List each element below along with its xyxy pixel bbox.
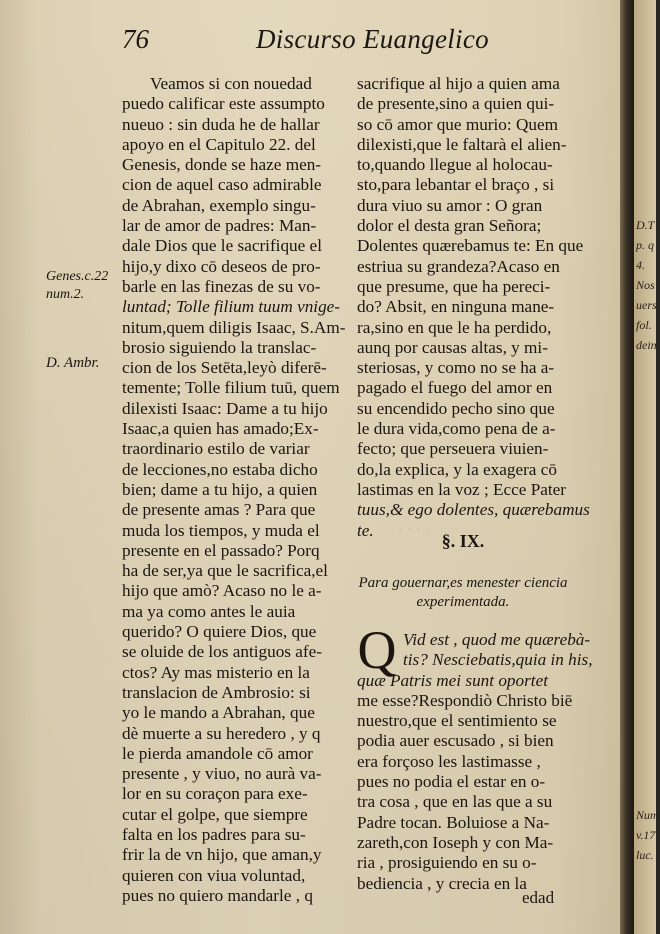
text-line: translacion de Ambrosio: si	[122, 682, 311, 702]
text-line: dale Dios que le sacrifique el	[122, 236, 322, 256]
text-line: luntad; Tolle filium tuum vnige-	[122, 297, 341, 317]
left-text-column	[122, 74, 346, 906]
text-line: podia auer escusado , si bien	[357, 731, 554, 751]
text-line: lastimas en la voz ; Ecce Pater	[357, 479, 567, 499]
text-line: de presente amas ? Para que	[122, 500, 316, 520]
text-line: Dolentes quærebamus te: En que	[357, 236, 584, 256]
text-line: pues no quiero mandarle , q	[122, 885, 313, 905]
text-line: le dura vida,como pena de a-	[357, 419, 556, 439]
text-line: Padre tocan. Boluiose a Na-	[357, 812, 550, 832]
text-line: bien; dame a tu hijo, a quien	[122, 479, 318, 499]
text-line: ra,sino en que le ha perdido,	[357, 317, 552, 337]
catchword: edad	[522, 888, 555, 907]
text-line: barle en las finezas de su vo-	[122, 276, 321, 296]
text-line: de Abrahan, exemplo singu-	[122, 195, 316, 215]
text-line: le pierda amandole cō amor	[122, 743, 313, 763]
text-line: aunq por causas altas, y mi-	[357, 337, 548, 357]
page-number: 76	[122, 24, 149, 54]
text-line: me esse?Respondiò Christo biē	[357, 690, 573, 710]
text-line: ma ya como antes le auia	[122, 601, 296, 621]
text-line: dolor el desta gran Señora;	[357, 216, 542, 236]
text-line: do? Absit, en ninguna mane-	[357, 297, 555, 317]
facing-page-edge	[634, 0, 660, 934]
text-line: Veamos si con nouedad	[150, 74, 312, 93]
facing-page-fragment: fol.	[636, 318, 652, 332]
text-line: tis? Nesciebatis,quia in his,	[403, 650, 593, 670]
text-line: su encendido pecho sino que	[357, 398, 555, 418]
facing-page-fragment: Nos	[636, 278, 655, 292]
page-header	[0, 22, 626, 62]
text-line: muda los tiempos, y muda el	[122, 520, 320, 540]
text-line: frir la de vn hijo, que aman,y	[122, 845, 322, 865]
text-line: tuus,& ego dolentes, quærebamus	[357, 500, 590, 520]
text-line: dilexisti Isaac: Dame a tu hijo	[122, 398, 328, 418]
text-line: ctos? Ay mas misterio en la	[122, 662, 310, 682]
text-line: zareth,con Ioseph y con Ma-	[357, 832, 554, 852]
text-line: nuestro,que el sentimiento se	[357, 711, 557, 731]
text-line: Genesis, donde se haze men-	[122, 155, 322, 175]
text-line: quieren con viua voluntad,	[122, 865, 306, 885]
text-line: so cō amor que murio: Quem	[357, 114, 558, 134]
section-subtitle	[357, 574, 569, 612]
text-line: era forçoso les lastimasse ,	[357, 751, 541, 771]
text-line: cion de aquel caso admirable	[122, 175, 322, 195]
text-line: hijo que amò? Acaso no le a-	[122, 581, 322, 601]
text-line: Isaac,a quien has amado;Ex-	[122, 419, 319, 439]
text-line: que presume, que ha pereci-	[357, 276, 551, 296]
facing-page-fragment: luc.	[636, 848, 654, 862]
text-line: de lecciones,no estaba dicho	[122, 459, 318, 479]
text-line: pues no podia el estar en o-	[357, 772, 546, 792]
text-line: nueuo : sin duda he de hallar	[122, 114, 320, 134]
text-line: ha de ser,ya que le sacrifica,el	[122, 561, 328, 581]
right-text-column	[357, 74, 590, 541]
text-line: lor en su coraçon para exe-	[122, 784, 308, 804]
text-line: ria , prosiguiendo en su o-	[357, 853, 537, 873]
facing-page-fragment: 4.	[636, 258, 645, 272]
text-line: quæ Patris mei sunt oportet	[357, 670, 548, 690]
text-line: hijo,y dixo cō deseos de pro-	[122, 256, 321, 276]
margin-note-genesis	[46, 268, 108, 304]
text-line: presente , y viuo, no aurà va-	[122, 764, 322, 784]
text-line: steriosas, y como no se ha a-	[357, 358, 555, 378]
text-line: traordinario estilo de variar	[122, 439, 310, 459]
margin-note-ambrose: D. Ambr.	[46, 355, 100, 371]
text-line: do,la explica, y la exagera cō	[357, 459, 557, 479]
margin-note-line: Genes.c.22	[46, 269, 109, 284]
facing-page-fragment: Num	[636, 808, 659, 822]
text-line: brosio siguiendo la translaс-	[122, 337, 317, 357]
facing-page-fragment: D.T	[636, 218, 655, 232]
text-line: se oluide de los antiguos afe-	[122, 642, 322, 662]
text-line: sto,para lebantar el braço , si	[357, 175, 555, 195]
bleed-through-text: · · · · ·	[390, 520, 429, 539]
text-line: pagado el fuego del amor en	[357, 378, 553, 398]
facing-page-fragment: dein	[636, 338, 657, 352]
text-line: Vid est , quod me quærebà-	[403, 630, 591, 649]
text-line: sacrifique al hijo a quien ama	[357, 74, 560, 93]
subtitle-line: Para gouernar,es menester ciencia	[358, 575, 568, 591]
text-line: fecto; que perseuera viuien-	[357, 439, 549, 459]
text-line: presente en el passado? Porq	[122, 540, 320, 560]
subtitle-line: experimentada.	[416, 594, 510, 610]
text-line: apoyo en el Capitulo 22. del	[122, 134, 316, 154]
text-line: dura viuo su amor : O gran	[357, 195, 543, 215]
text-line: tra cosa , que en las que a su	[357, 792, 553, 812]
text-line: dè muerte a su heredero , y q	[122, 723, 321, 743]
section-paragraph	[357, 620, 593, 894]
running-head: Discurso Euangelico	[256, 24, 489, 54]
book-gutter	[620, 0, 634, 934]
drop-cap: Q	[357, 620, 397, 680]
text-line: falta en los padres para su-	[122, 824, 306, 844]
text-line: to,quando llegue al holocau-	[357, 155, 553, 175]
facing-page-fragment: uers.	[636, 298, 660, 312]
facing-page-fragment: v.17.	[636, 828, 659, 842]
text-line: querido? O quiere Dios, que	[122, 622, 317, 642]
text-line: te.	[357, 520, 374, 540]
text-line: dilexisti,que le faltarà el alien-	[357, 134, 567, 154]
text-line: de presente,sino a quien qui-	[357, 94, 555, 114]
text-line: yo le mando a Abrahan, que	[122, 703, 315, 723]
text-line: nitum,quem diligis Isaac, S.Am-	[122, 317, 346, 337]
facing-page-fragment: p. q	[636, 238, 654, 252]
text-line: cutar el golpe, que siempre	[122, 804, 308, 824]
text-line: temente; Tolle filium tuū, quem	[122, 378, 340, 398]
text-line: puedo calificar este assumpto	[122, 94, 325, 114]
text-line: lar de amor de padres: Man-	[122, 216, 317, 236]
text-line: estriua su grandeza?Acaso en	[357, 256, 560, 276]
section-heading: §. IX.	[441, 531, 485, 551]
margin-note-line: num.2.	[46, 287, 85, 302]
text-line: bediencia , y crecia en la	[357, 873, 527, 893]
text-line: cion de los Setēta,leyò diferē-	[122, 358, 327, 378]
